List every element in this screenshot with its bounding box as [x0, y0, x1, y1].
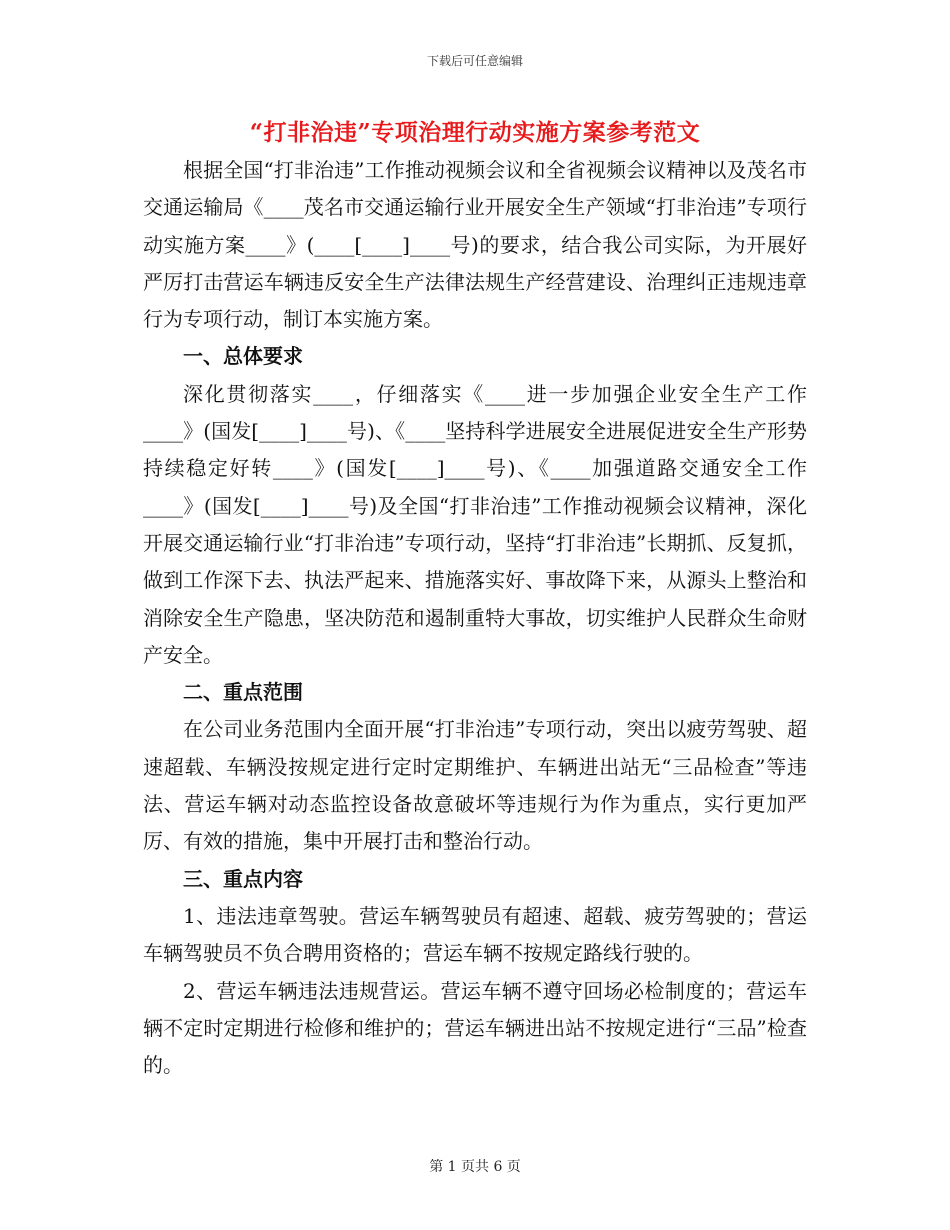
section-1-paragraph: 深化贯彻落实____，仔细落实《____进一步加强企业安全生产工作____》(国发[____]____号)、《____坚持科学进展安全进展促进安全生产形势持续稳定好转____》(国发[____]____号)、《____加强道路交通安全工作____》(国发[____]____号)及全国“打非治违”工作推动视频会议精神，深化开展交通运输行业“打非治违”专项行动，坚持“打非治违”长期抓、反复抓，做到工作深下去、执法严起来、措施落实好、事故降下来，从源头上整治和消除安全生产隐患，坚决防范和遏制重特大事故，切实维护人民群众生命财产安全。	[143, 381, 807, 667]
page-number: 第 1 页共 6 页	[429, 1159, 521, 1175]
page-header-note: 下载后可任意编辑	[426, 54, 523, 68]
intro-paragraph: 根据全国“打非治违”工作推动视频会议和全省视频会议精神以及茂名市交通运输局《____茂名市交通运输行业开展安全生产领域“打非治违”专项行动实施方案____》(____[____]____号)的要求，结合我公司实际，为开展好严厉打击营运车辆违反安全生产法律法规生产经营建设、治理纠正违规违章行为专项行动，制订本实施方案。	[143, 158, 807, 332]
document-body	[143, 152, 807, 1084]
document-title: “打非治违”专项治理行动实施方案参考范文	[249, 119, 701, 146]
section-3-item-2: 2、营运车辆违法违规营运。营运车辆不遵守回场必检制度的；营运车辆不定时定期进行检修和维护的；营运车辆进出站不按规定进行“三品”检查的。	[143, 978, 807, 1078]
section-2-paragraph: 在公司业务范围内全面开展“打非治违”专项行动，突出以疲劳驾驶、超速超载、车辆没按规定进行定时定期维护、车辆进出站无“三品检查”等违法、营运车辆对动态监控设备故意破坏等违规行为作为重点，实行更加严厉、有效的措施，集中开展打击和整治行动。	[143, 717, 807, 854]
section-3-item-1: 1、违法违章驾驶。营运车辆驾驶员有超速、超载、疲劳驾驶的；营运车辆驾驶员不负合聘用资格的；营运车辆不按规定路线行驶的。	[143, 903, 807, 966]
section-heading-2: 二、重点范围	[183, 680, 303, 705]
section-heading-3: 三、重点内容	[183, 866, 303, 891]
section-heading-1: 一、总体要求	[183, 344, 303, 369]
